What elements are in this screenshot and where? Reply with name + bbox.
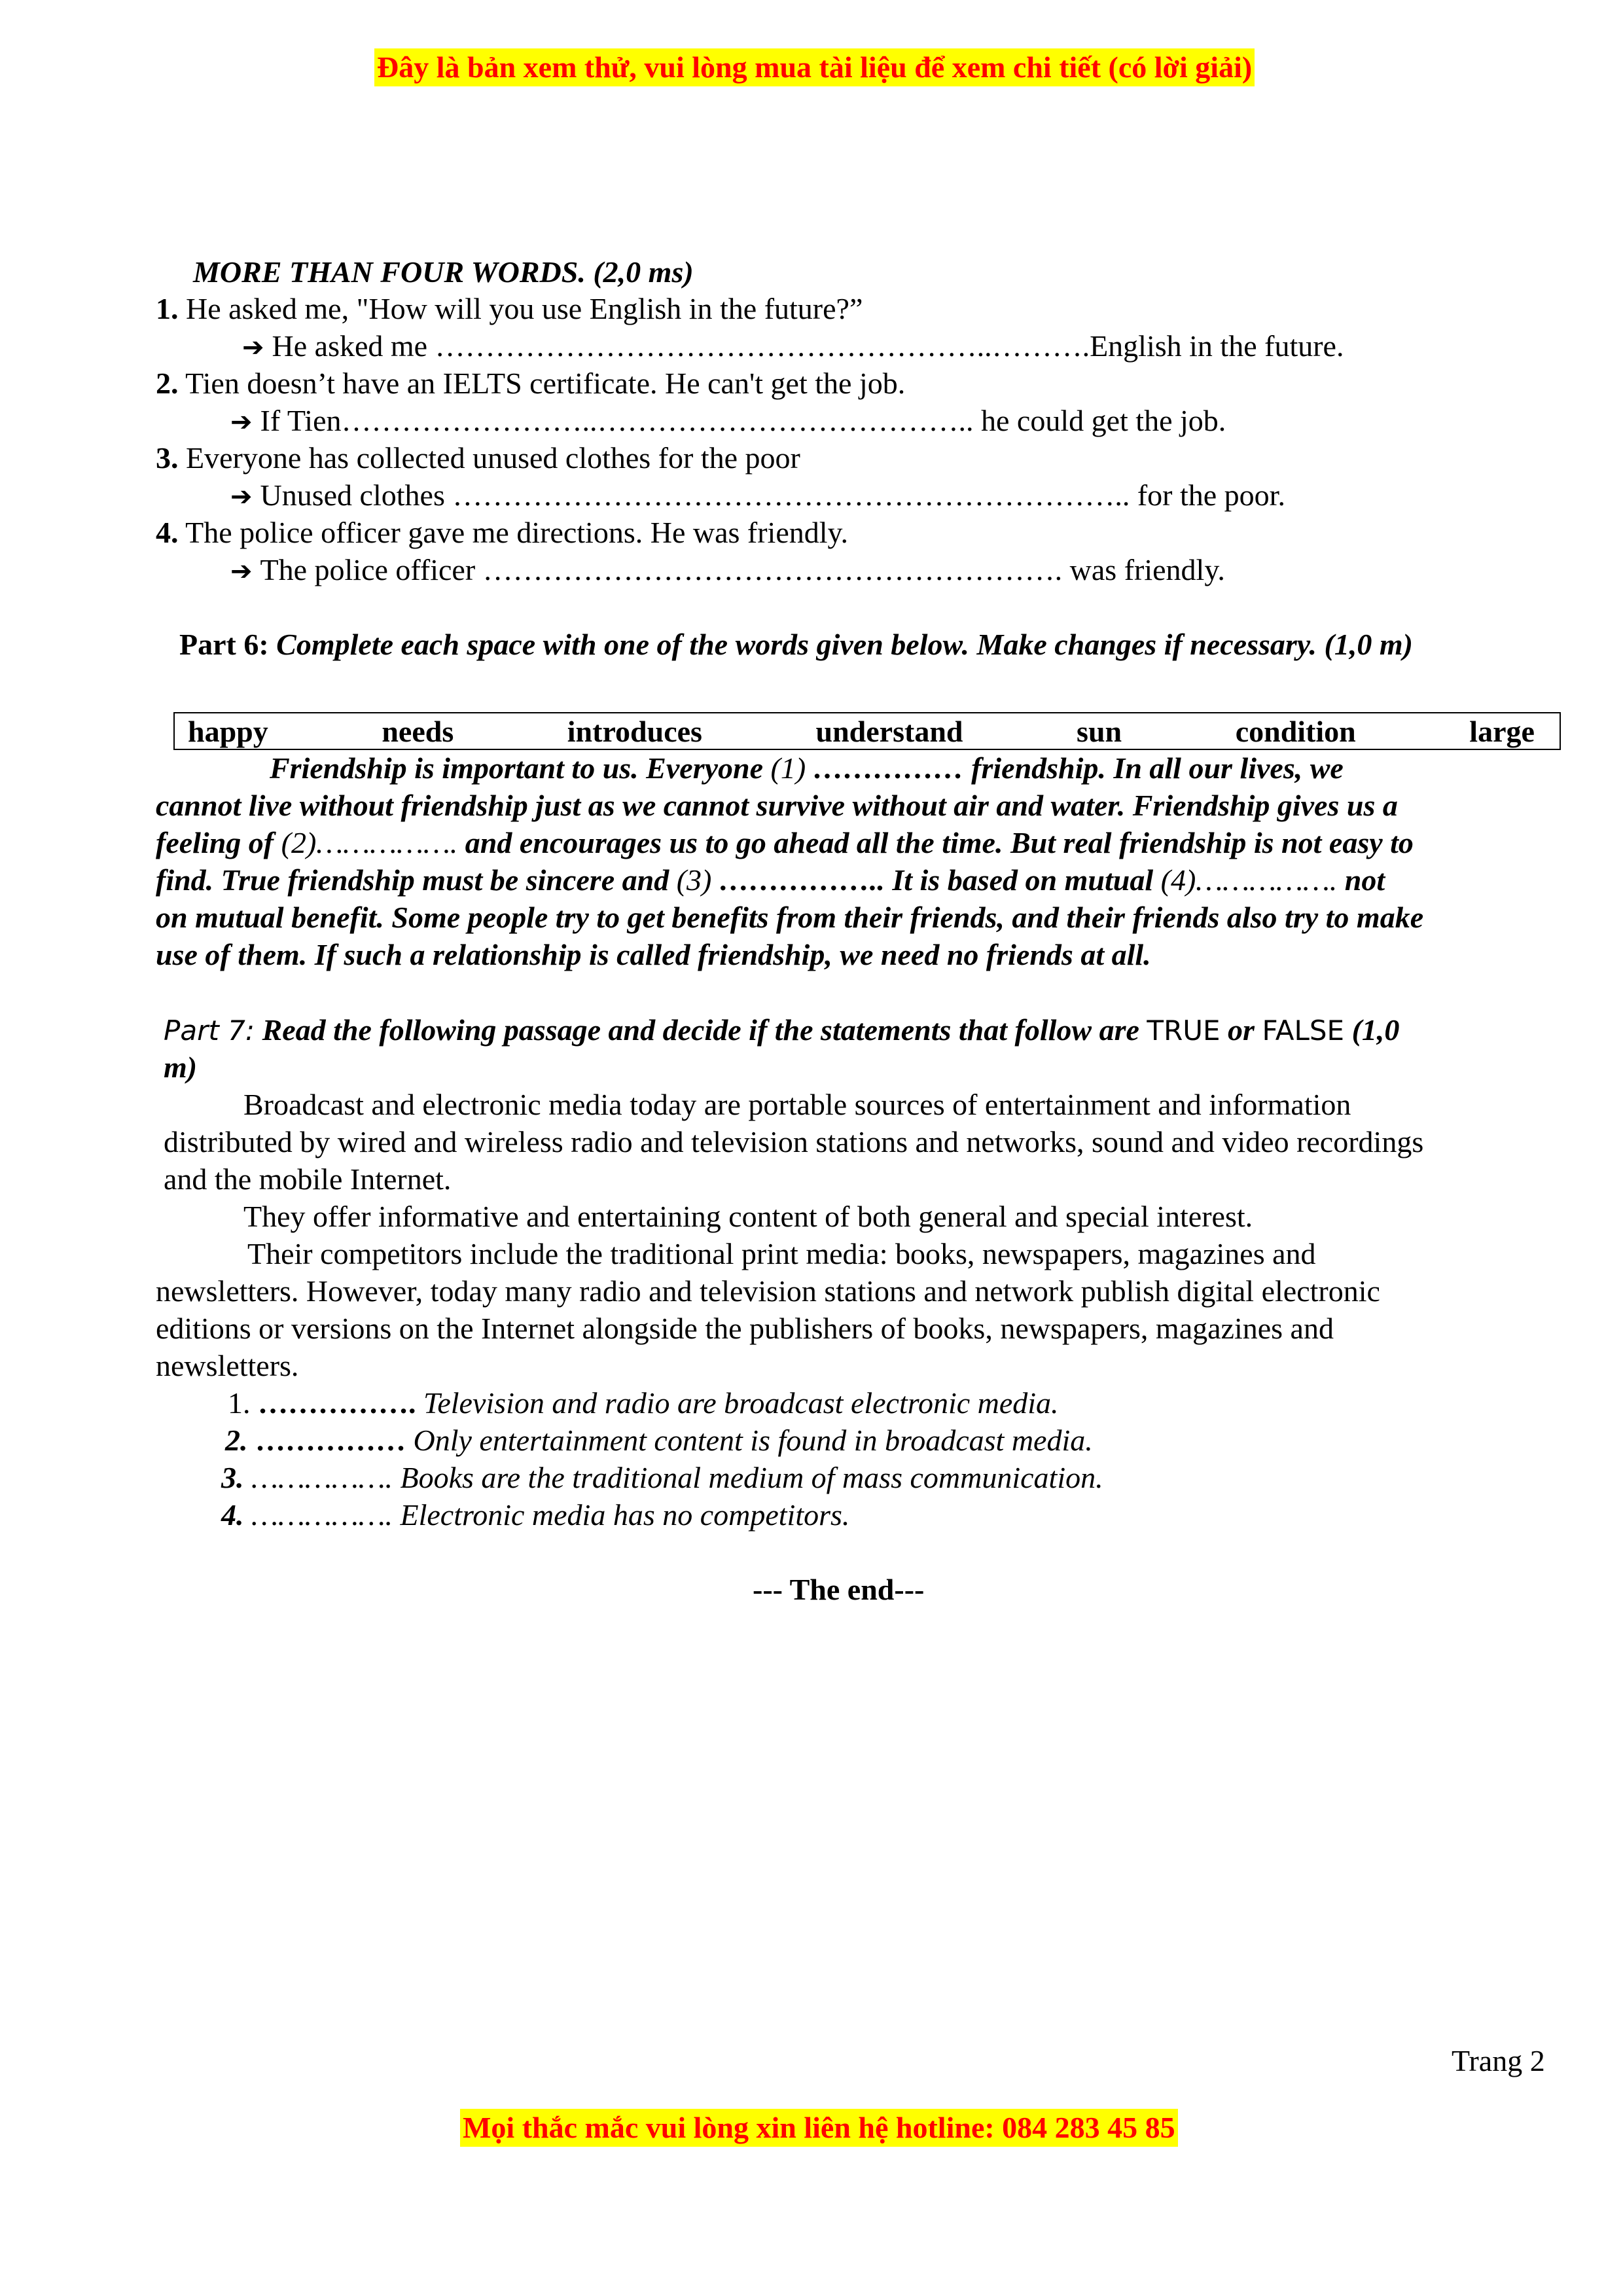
hotline-banner: Mọi thắc mắc vui lòng xin liên hệ hotline: 084 283 45 85 (460, 2109, 1178, 2147)
answer-blank: ……………. (251, 1461, 393, 1494)
word-bank-item: large (1469, 714, 1535, 748)
statement-4 (221, 1496, 849, 1534)
passage-line: newsletters. However, today many radio and television stations and network publish digital electronic (156, 1274, 1380, 1308)
blank-number: (2)……………. (281, 826, 458, 859)
part7-heading (164, 1011, 1399, 1050)
passage-line: and the mobile Internet. (164, 1162, 452, 1196)
question-text: Tien doesn’t have an IELTS certificate. He can't get the job. (178, 367, 906, 400)
statement-text: Books are the traditional medium of mass communication. (393, 1461, 1103, 1494)
question-text: He asked me, "How will you use English in the future?” (178, 292, 863, 325)
part7-heading-cont: m) (164, 1050, 198, 1084)
statement-number: 1. (228, 1386, 258, 1420)
part-points: (1,0 (1344, 1013, 1400, 1047)
answer-line: The police officer …………………………………………………. was friendly. (260, 553, 1225, 586)
passage-text: …………….. It is based on mutual (711, 863, 1161, 897)
word-bank-item: needs (382, 714, 454, 748)
passage-line (156, 861, 1385, 899)
word-bank-box (173, 712, 1561, 750)
arrow-right-icon: ➔ (242, 332, 264, 363)
passage-text: feeling of (156, 826, 281, 859)
statement-2 (225, 1422, 1093, 1460)
passage-line: newsletters. (156, 1349, 299, 1382)
part5-question-1 (156, 290, 863, 328)
passage-line: on mutual benefit. Some people try to get benefits from their friends, and their friends also try to make (156, 901, 1424, 934)
question-text: The police officer gave me directions. He was friendly. (178, 516, 849, 549)
statement-3 (221, 1459, 1103, 1497)
statement-number: 4. (221, 1498, 251, 1532)
passage-text: …………… friendship. In all our lives, we (806, 751, 1344, 785)
true-label: TRUE (1147, 1014, 1221, 1047)
passage-line: use of them. If such a relationship is called friendship, we need no friends at all. (156, 938, 1151, 971)
statement-1 (228, 1384, 1059, 1422)
question-text: Everyone has collected unused clothes for the poor (178, 441, 800, 475)
passage-line: editions or versions on the Internet alongside the publishers of books, newspapers, magazines and (156, 1312, 1334, 1345)
part-label: Part 6: (179, 628, 269, 661)
passage-line: distributed by wired and wireless radio and television stations and networks, sound and video recordings (164, 1125, 1424, 1158)
passage-line (156, 824, 1414, 862)
passage-line: Broadcast and electronic media today are portable sources of entertainment and information (243, 1088, 1351, 1121)
passage-line: Their competitors include the traditional print media: books, newspapers, magazines and (247, 1237, 1316, 1270)
statement-text: Electronic media has no competitors. (393, 1498, 850, 1532)
passage-text: find. True friendship must be sincere and (156, 863, 677, 897)
passage-text: and encourages us to go ahead all the time. But real friendship is not easy to (457, 826, 1414, 859)
part5-answer-3 (230, 476, 1285, 516)
word-bank-item: sun (1077, 714, 1122, 748)
part5-heading: MORE THAN FOUR WORDS. (2,0 ms) (193, 255, 694, 289)
part5-question-2 (156, 365, 905, 403)
part5-answer-1 (242, 327, 1344, 367)
part-instruction: Complete each space with one of the words given below. Make changes if necessary. (1,0 m) (268, 628, 1413, 661)
part6-heading (179, 626, 1413, 664)
part5-question-4 (156, 514, 848, 552)
part5-question-3 (156, 439, 800, 477)
passage-text: Friendship is important to us. Everyone (270, 751, 771, 785)
passage-line (270, 749, 1344, 787)
statement-number: 2. (225, 1424, 255, 1457)
arrow-right-icon: ➔ (230, 482, 253, 512)
the-end: --- The end--- (753, 1573, 925, 1606)
passage-line: They offer informative and entertaining content of both general and special interest. (243, 1200, 1253, 1233)
part5-answer-2 (230, 402, 1226, 441)
answer-line: If Tien……………………..……………………………….. he could get the job. (260, 404, 1226, 437)
question-number: 3. (156, 441, 179, 475)
word-bank-item: introduces (567, 714, 702, 748)
part5-answer-4 (230, 551, 1225, 590)
answer-line: Unused clothes ………………………………………………………….. for the poor. (260, 478, 1285, 512)
question-number: 1. (156, 292, 179, 325)
statement-number: 3. (221, 1461, 251, 1494)
word-bank-item: understand (815, 714, 963, 748)
word-bank-item: happy (188, 714, 268, 748)
answer-blank: ……………. (251, 1498, 393, 1532)
part-instruction: or (1220, 1013, 1262, 1047)
blank-number: (4)……………. (1160, 863, 1338, 897)
part-label: Part 7: (164, 1014, 255, 1047)
statement-text: Television and radio are broadcast electronic media. (416, 1386, 1059, 1420)
page-number: Trang 2 (1452, 2044, 1545, 2077)
preview-notice-banner: Đây là bản xem thử, vui lòng mua tài liệu để xem chi tiết (có lời giải) (374, 48, 1255, 86)
answer-blank: …………… (255, 1424, 406, 1457)
part-instruction: Read the following passage and decide if the statements that follow are (255, 1013, 1147, 1047)
blank-number: (1) (770, 751, 806, 785)
blank-number: (3) (676, 863, 712, 897)
passage-text: not (1337, 863, 1385, 897)
answer-blank: ……………. (258, 1386, 416, 1420)
arrow-right-icon: ➔ (230, 556, 253, 586)
question-number: 4. (156, 516, 179, 549)
question-number: 2. (156, 367, 179, 400)
passage-line: cannot live without friendship just as we cannot survive without air and water. Friendship gives us a (156, 789, 1398, 822)
statement-text: Only entertainment content is found in broadcast media. (406, 1424, 1093, 1457)
arrow-right-icon: ➔ (230, 407, 253, 437)
word-bank-item: condition (1235, 714, 1356, 748)
answer-line: He asked me ………………………………………………..……….English in the future. (272, 329, 1344, 363)
false-label: FALSE (1262, 1014, 1345, 1047)
